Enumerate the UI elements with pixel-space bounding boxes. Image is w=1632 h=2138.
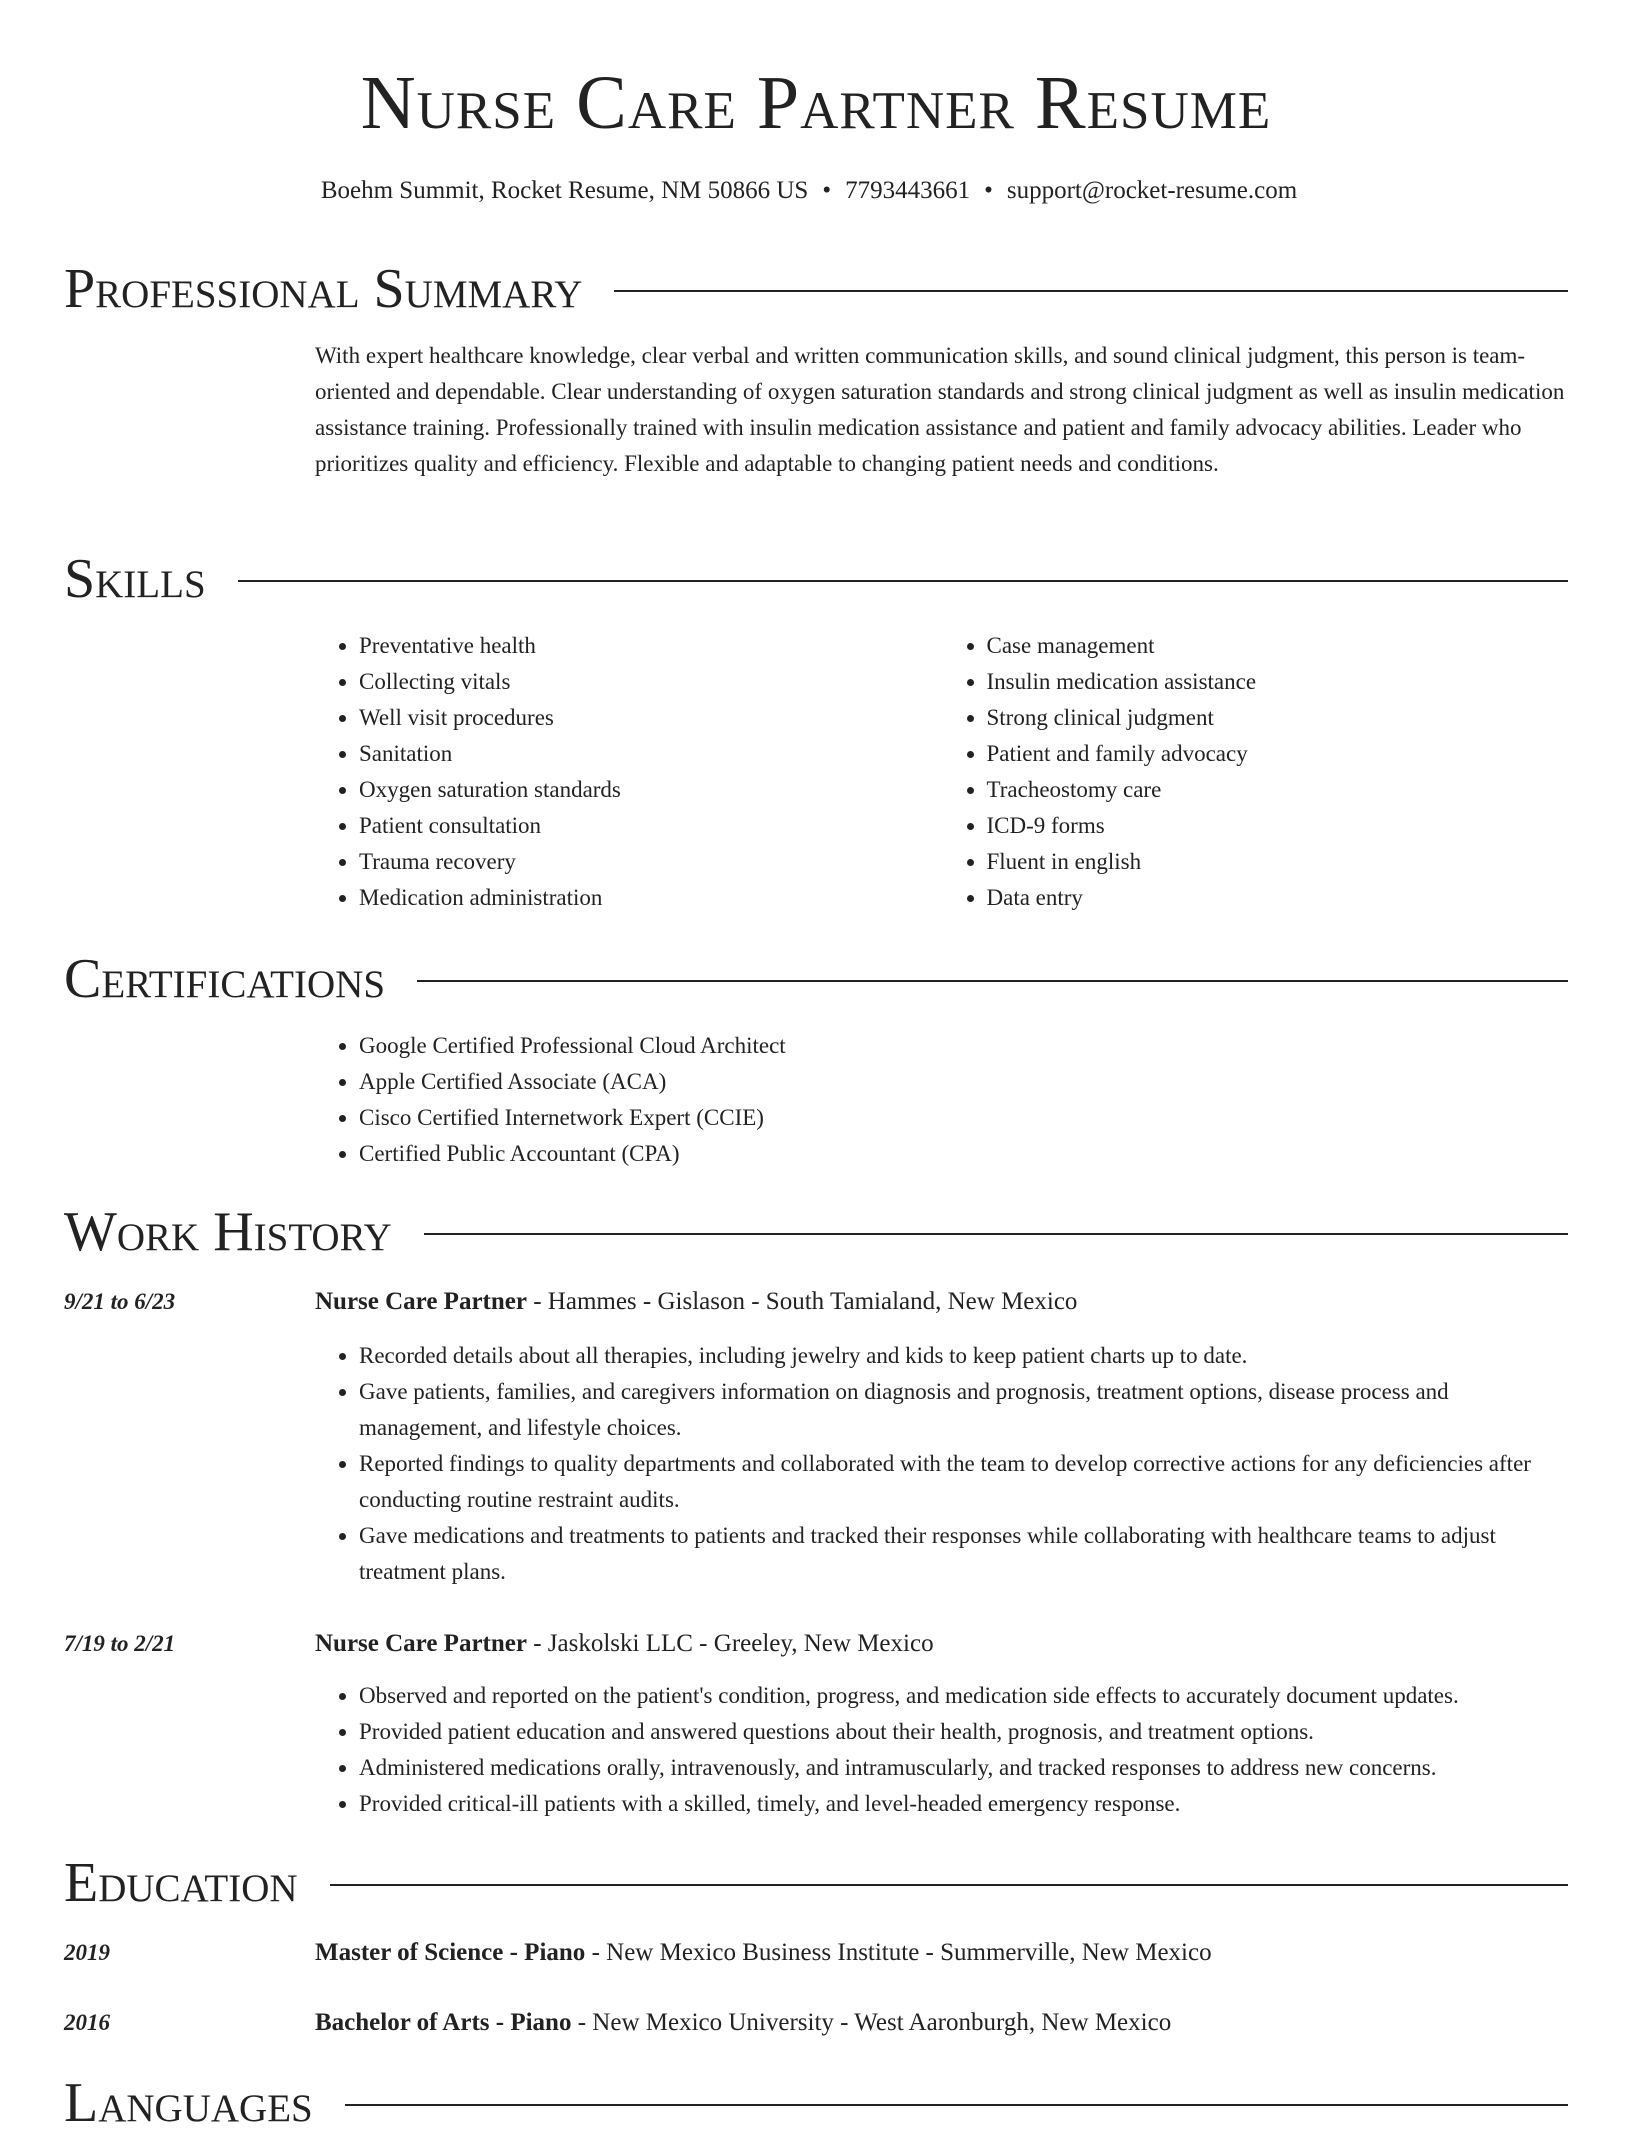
skill-item: • Trauma recovery — [359, 844, 943, 880]
job-dates: 7/19 to 2/21 — [64, 1631, 176, 1656]
job-bullet: • Observed and reported on the patient's condition, progress, and medication side effects to accurately document updates. — [359, 1678, 1570, 1714]
certification-item: • Cisco Certified Internetwork Expert (CCIE) — [359, 1100, 1570, 1136]
contact-line — [0, 173, 1618, 209]
job-dates: 9/21 to 6/23 — [64, 1289, 176, 1314]
summary-text: With expert healthcare knowledge, clear verbal and written communication skills, and sound clinical judgment, this person is team-oriented and dependable. Clear understanding of oxygen saturation standards and strong clinical judgment as well as insulin medication assistance training. Professionally trained with insulin medication assistance and patient and family advocacy abilities. Leader who prioritizes quality and efficiency. Flexible and adaptable to changing patient needs and conditions. — [315, 343, 1565, 476]
skill-item: • Collecting vitals — [359, 664, 943, 700]
job-bullet: • Gave medications and treatments to patients and tracked their responses while collaborating with healthcare teams to adjust treatment plans. — [359, 1518, 1570, 1590]
skill-item: • Sanitation — [359, 736, 943, 772]
job-heading — [315, 1284, 1570, 1320]
section-title: Skills — [64, 548, 206, 610]
job-bullet: • Provided patient education and answered questions about their health, prognosis, and treatment options. — [359, 1714, 1570, 1750]
education-details: - New Mexico University - West Aaronburgh, New Mexico — [571, 2009, 1172, 2036]
section-header-work — [64, 1197, 1568, 1267]
summary-block — [315, 338, 1570, 482]
section-title: Certifications — [64, 948, 386, 1010]
section-header-summary — [64, 254, 1568, 324]
skill-item: • Tracheostomy care — [987, 772, 1571, 808]
certification-item: • Google Certified Professional Cloud Architect — [359, 1028, 1570, 1064]
skill-item: • Patient consultation — [359, 808, 943, 844]
address: Boehm Summit, Rocket Resume, NM 50866 US — [320, 177, 809, 204]
job-bullets — [315, 1678, 1570, 1822]
job-details: - Jaskolski LLC - Greeley, New Mexico — [526, 1630, 934, 1657]
skill-item: • ICD-9 forms — [987, 808, 1571, 844]
section-header-skills — [64, 544, 1568, 614]
section-divider — [424, 1233, 1568, 1235]
education-degree: Master of Science - Piano — [315, 1939, 586, 1966]
education-entry — [315, 2005, 1570, 2041]
job-bullet: • Provided critical-ill patients with a skilled, timely, and level-headed emergency response. — [359, 1786, 1570, 1822]
education-year: 2019 — [64, 1940, 110, 1965]
section-header-languages — [64, 2068, 1568, 2138]
section-divider — [345, 2104, 1568, 2106]
section-title: Languages — [64, 2072, 313, 2134]
section-divider — [614, 290, 1568, 292]
job-bullet: • Reported findings to quality departments and collaborated with the team to develop corrective actions for any deficiencies after conducting routine restraint audits. — [359, 1446, 1570, 1518]
resume-title: Nurse Care Partner Resume — [360, 61, 1272, 145]
certification-item: • Apple Certified Associate (ACA) — [359, 1064, 1570, 1100]
job-details: - Hammes - Gislason - South Tamialand, New Mexico — [526, 1288, 1078, 1315]
section-title: Education — [64, 1852, 298, 1914]
section-divider — [417, 980, 1568, 982]
skill-item: • Insulin medication assistance — [987, 664, 1571, 700]
section-divider — [238, 580, 1568, 582]
skill-item: • Well visit procedures — [359, 700, 943, 736]
skills-list-right — [943, 628, 1571, 916]
job-title: Nurse Care Partner — [315, 1630, 527, 1657]
job-bullet: • Gave patients, families, and caregivers information on diagnosis and prognosis, treatment options, disease process and management, and lifestyle choices. — [359, 1374, 1570, 1446]
job-heading — [315, 1626, 1570, 1662]
job-bullets — [315, 1338, 1570, 1590]
skill-item: • Patient and family advocacy — [987, 736, 1571, 772]
job-bullet: • Administered medications orally, intravenously, and intramuscularly, and tracked responses to address new concerns. — [359, 1750, 1570, 1786]
skill-item: • Strong clinical judgment — [987, 700, 1571, 736]
skill-item: • Case management — [987, 628, 1571, 664]
skill-item: • Medication administration — [359, 880, 943, 916]
section-divider — [330, 1884, 1568, 1886]
section-header-education — [64, 1848, 1568, 1918]
job-title: Nurse Care Partner — [315, 1288, 527, 1315]
email: support@rocket-resume.com — [1006, 177, 1298, 204]
skill-item: • Preventative health — [359, 628, 943, 664]
skill-item: • Fluent in english — [987, 844, 1571, 880]
education-details: - New Mexico Business Institute - Summerville, New Mexico — [585, 1939, 1212, 1966]
education-degree: Bachelor of Arts - Piano — [315, 2009, 572, 2036]
section-header-certifications — [64, 944, 1568, 1014]
skill-item: • Data entry — [987, 880, 1571, 916]
skills-list-left — [315, 628, 943, 916]
skill-item: • Oxygen saturation standards — [359, 772, 943, 808]
section-title: Professional Summary — [64, 258, 583, 320]
job-entry — [315, 1626, 1570, 1822]
skills-block — [315, 628, 1570, 916]
job-entry — [315, 1284, 1570, 1590]
certifications-block — [315, 1028, 1570, 1172]
separator-dot: • — [984, 177, 993, 204]
education-year: 2016 — [64, 2010, 110, 2035]
section-title: Work History — [64, 1201, 392, 1263]
separator-dot: • — [822, 177, 832, 204]
certification-item: • Certified Public Accountant (CPA) — [359, 1136, 1570, 1172]
phone: 7793443661 — [845, 177, 971, 204]
certifications-list — [315, 1028, 1570, 1172]
education-entry — [315, 1935, 1570, 1971]
job-bullet: • Recorded details about all therapies, including jewelry and kids to keep patient charts up to date. — [359, 1338, 1570, 1374]
